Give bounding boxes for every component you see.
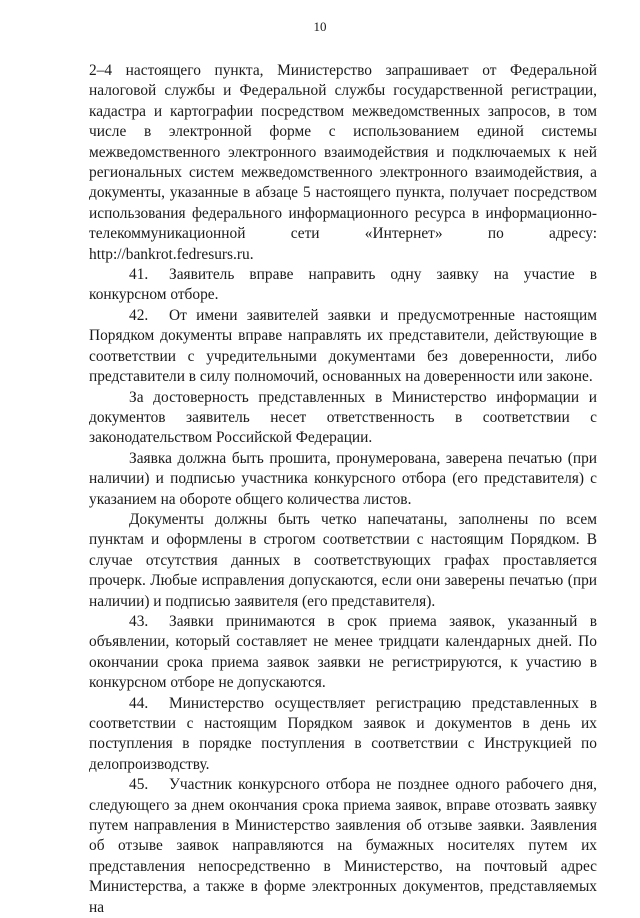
- paragraph-number: 43.: [129, 612, 149, 630]
- paragraph-text: Заявка должна быть прошита, пронумерована, заверена печатью (при наличии) и подписью участника конкурсного отбора (его представителя) с указанием на обороте общего количества листов.: [89, 449, 597, 508]
- page-number: 10: [313, 19, 327, 34]
- paragraph-number: 42.: [129, 306, 149, 324]
- paragraph-text: 2–4 настоящего пункта, Министерство запрашивает от Федеральной налоговой службы и Федеральной службы государственной регистрации, кадастра и картографии посредством межведомственных запросов, в том числе в электронной форме с использованием единой системы межведомственного электронного взаимодействия и подключаемых к ней региональных систем межведомственного электронного взаимодействия, а документы, указанные в абзаце 5 настоящего пункта, получает посредством использования федерального информационного ресурса в информационно-телекоммуникационной сети «Интернет» по адресу: http://bankrot.fedresurs.ru.: [89, 62, 597, 263]
- paragraph: [89, 694, 597, 776]
- paragraph: [89, 510, 597, 612]
- document-body: [89, 61, 597, 918]
- paragraph-number: 41.: [129, 266, 149, 284]
- paragraph-number: 44.: [129, 694, 149, 712]
- paragraph: [89, 612, 597, 694]
- paragraph-text: Документы должны быть четко напечатаны, заполнены по всем пунктам и оформлены в строгом соответствии с настоящим Порядком. В случае отсутствия данных в соответствующих графах проставляется прочерк. Любые исправления допускаются, если они заверены печатью (при наличии) и подписью заявителя (его представителя).: [89, 510, 597, 610]
- paragraph-text: От имени заявителей заявки и предусмотренные настоящим Порядком документы вправе направлять их представители, действующие в соответствии с учредительными документами без доверенности, либо представители в силу полномочий, основанных на доверенности или законе.: [89, 306, 597, 386]
- paragraph: [89, 265, 597, 306]
- paragraph: [89, 775, 597, 918]
- paragraph-text: Участник конкурсного отбора не позднее одного рабочего дня, следующего за днем окончания срока приема заявок, вправе отозвать заявку путем направления в Министерство заявления об отзыве заявки. Заявления об отзыве заявок направляются на бумажных носителях путем их представления непосредственно в Министерство, на почтовый адрес Министерства, а также в форме электронных документов, представляемых на: [89, 776, 597, 916]
- paragraph-text: Заявки принимаются в срок приема заявок, указанный в объявлении, который составляет не менее тридцати календарных дней. По окончании срока приема заявок заявки не регистрируются, к участию в конкурсном отборе не допускаются.: [89, 612, 597, 692]
- paragraph-text: Министерство осуществляет регистрацию представленных в соответствии с настоящим Порядком заявок и документов в день их поступления в порядке поступления в соответствии с Инструкцией по делопроизводству.: [89, 694, 597, 773]
- paragraph: [89, 449, 597, 510]
- paragraph: [89, 61, 597, 265]
- paragraph-text: За достоверность представленных в Министерство информации и документов заявитель несет ответственность в соответствии с законодательством Российской Федерации.: [89, 388, 597, 447]
- paragraph: [89, 306, 597, 388]
- paragraph: [89, 388, 597, 449]
- paragraph-text: Заявитель вправе направить одну заявку на участие в конкурсном отборе.: [89, 266, 597, 304]
- paragraph-number: 45.: [129, 776, 149, 794]
